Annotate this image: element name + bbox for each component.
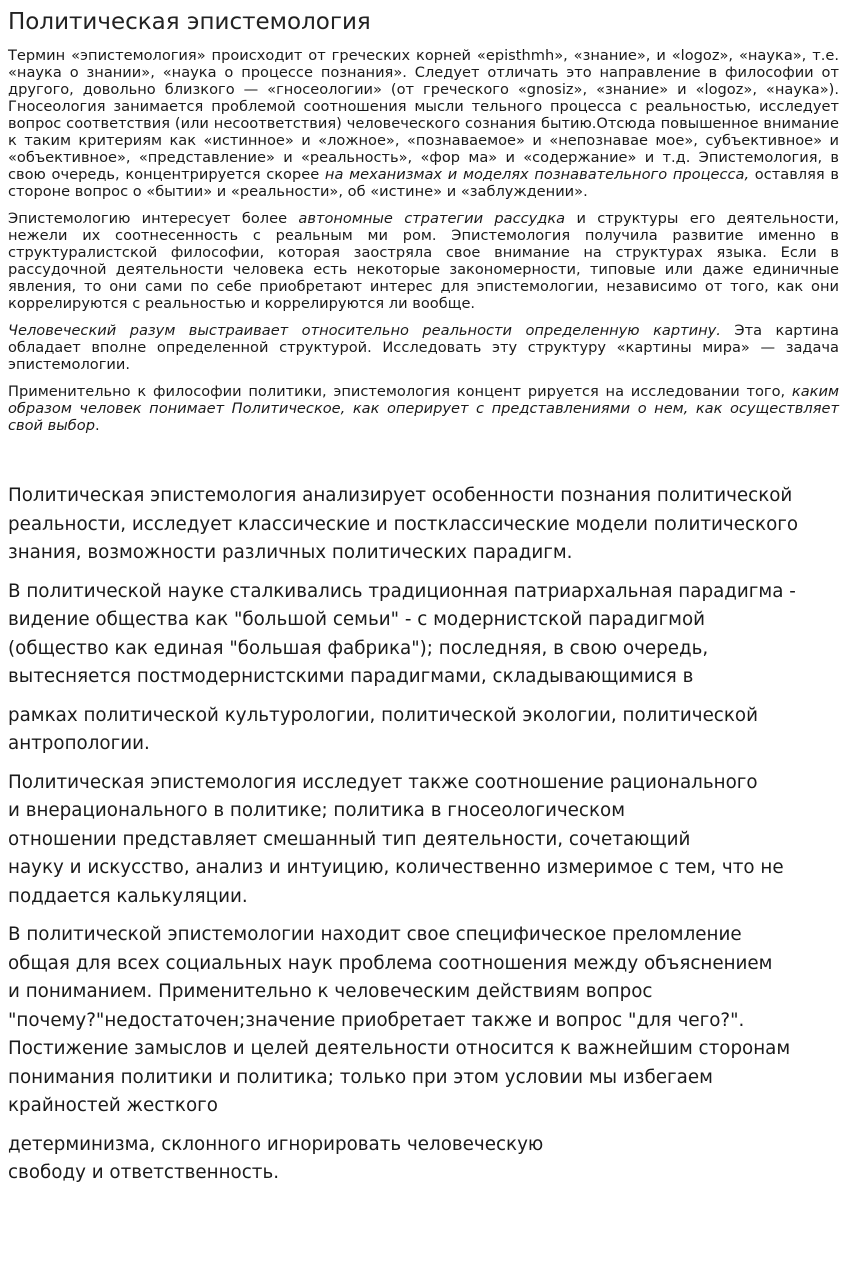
- section-gap: [8, 444, 839, 482]
- italic-run: автономные стратегии рассудка: [298, 210, 566, 227]
- body-paragraph-6: [8, 1131, 839, 1188]
- text-line: крайностей жесткого: [8, 1095, 218, 1116]
- text-run: .: [95, 417, 100, 434]
- body-paragraph-3: [8, 702, 839, 759]
- body-paragraph-1: [8, 482, 839, 568]
- text-line: (общество как единая "большая фабрика"); последняя, в свою очередь,: [8, 637, 709, 659]
- text-run: Термин «эпистемология» происходит от греческих корней «episthmh», «знание», и «logoz», «наука», т.е. «наука о знании», «наука о процессе познания». Следует отличать это направление в философии от другого, довольно близкого — «гносеологии» (от греческого «gnosiz», «знание» и «logoz», «наука»). Гносеология занимается проблемой соотношения мысли тельного процесса с реальностью, исследует вопрос соответствия (или несоответствия) человеческого сознания бытию.Отсюда повышенное внимание к таким критериям как «истинное» и «ложное», «познаваемое» и «непознавае мое», субъективное» и «объективное», «представление» и «реальность», «фор ма» и «содержание» и т.д. Эпистемология, в свою очередь, концентрируется скорее: [8, 47, 839, 183]
- text-line: общая для всех социальных наук проблема соотношения между объяснением: [8, 952, 773, 974]
- intro-paragraph-4: [8, 383, 839, 434]
- intro-paragraph-1: [8, 47, 839, 200]
- text-line: вытесняется постмодернистскими парадигмами, складывающимися в: [8, 666, 694, 687]
- text-line: Политическая эпистемология исследует также соотношение рационального: [8, 771, 758, 793]
- text-run: и структуры его деятельности, нежели их соотнесенность с реальным ми ром. Эпистемология получила развитие именно в структуралистской философии, которая заостряла свое внимание на структурах языка. Если в рассудочной деятельности человека есть некоторые закономерности, типовые или даже единичные явления, то они сами по себе приобретают интерес для эпистемологии, независимо от того, как они коррелируются с реальностью и коррелируются ли вообще.: [8, 210, 839, 312]
- text-line: В политической науке сталкивались традиционная патриархальная парадигма -: [8, 580, 796, 602]
- text-run: Применительно к философии политики, эпистемология концент рируется на исследовании того,: [8, 383, 792, 400]
- text-run: Эта картина обладает вполне определенной структурой. Исследовать эту структуру «картины мира» — задача эпистемологии.: [8, 322, 839, 373]
- text-line: свободу и ответственность.: [8, 1162, 280, 1183]
- text-line: Постижение замыслов и целей деятельности относится к важнейшим сторонам: [8, 1038, 791, 1059]
- text-line: Политическая эпистемология анализирует особенности познания политической: [8, 485, 793, 506]
- page-title: Политическая эпистемология: [8, 9, 371, 35]
- text-line: антропологии.: [8, 733, 150, 754]
- body-section: [8, 482, 839, 1188]
- intro-section: [8, 47, 839, 434]
- body-paragraph-5: [8, 921, 839, 1121]
- intro-paragraph-2: [8, 210, 839, 312]
- body-paragraph-4: [8, 769, 839, 912]
- italic-run: Человеческий разум выстраивает относительно реальности определенную картину.: [8, 322, 721, 339]
- text-line: знания, возможности различных политических парадигм.: [8, 542, 573, 563]
- text-line: реальности, исследует классические и постклассические модели политического: [8, 513, 799, 535]
- text-line: и внерационального в политике; политика в гносеологическом: [8, 800, 625, 821]
- text-line: отношении представляет смешанный тип деятельности, сочетающий: [8, 828, 691, 850]
- text-line: видение общества как "большой семьи" - с модернистской парадигмой: [8, 609, 706, 630]
- text-line: В политической эпистемологии находит свое специфическое преломление: [8, 924, 742, 945]
- text-line: поддается калькуляции.: [8, 885, 248, 907]
- italic-run: каким образом человек понимает Политическое, как оперирует с представлениями о нем, как осуществляет свой выбор: [8, 383, 839, 434]
- text-line: детерминизма, склонного игнорировать человеческую: [8, 1133, 544, 1155]
- intro-paragraph-3: [8, 322, 839, 373]
- text-line: науку и искусство, анализ и интуицию, количественно измеримое с тем, что не: [8, 857, 784, 878]
- text-line: понимания политики и политика; только при этом условии мы избегаем: [8, 1066, 713, 1088]
- text-run: оставляя в стороне вопрос о «бытии» и «реальности», об «истине» и «заблуждении».: [8, 166, 839, 200]
- text-line: и пониманием. Применительно к человеческим действиям вопрос: [8, 981, 653, 1002]
- body-paragraph-2: [8, 578, 839, 692]
- italic-run: на механизмах и моделях познавательного процесса,: [324, 166, 750, 183]
- text-run: Эпистемологию интересует более: [8, 210, 299, 227]
- text-line: рамках политической культурологии, политической экологии, политической: [8, 704, 758, 726]
- text-line: "почему?"недостаточен;значение приобретает также и вопрос "для чего?".: [8, 1009, 745, 1031]
